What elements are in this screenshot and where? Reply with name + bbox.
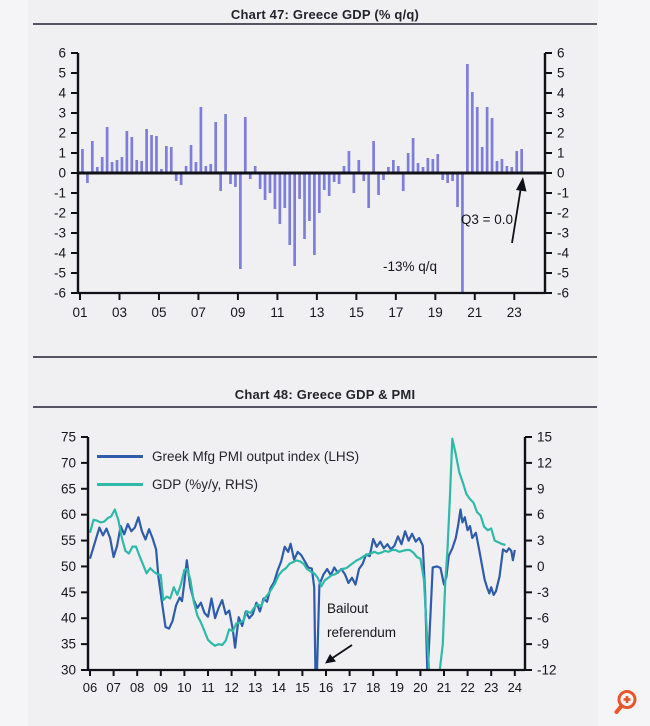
gdp-qoq-bar (180, 173, 183, 185)
gdp-qoq-bar (367, 173, 370, 208)
c48-x-axis-label: 11 (201, 680, 215, 695)
c47-x-axis-label: 13 (309, 305, 325, 320)
gdp-qoq-bar (357, 160, 360, 173)
gdp-qoq-bar (91, 141, 94, 173)
gdp-qoq-bar (476, 107, 479, 173)
gdp-qoq-bar (126, 131, 129, 173)
c48-rhs-label: -3 (537, 584, 550, 600)
c47-right-axis-label: -4 (557, 245, 570, 261)
gdp-qoq-bar (501, 159, 504, 173)
c48-lhs-label: 40 (60, 610, 76, 626)
gdp-qoq-bar (170, 147, 173, 173)
c47-right-axis-label: 6 (557, 45, 565, 61)
c48-x-axis-label: 15 (295, 680, 310, 695)
c48-lhs-label: 75 (60, 429, 76, 445)
legend-row-gdp (97, 470, 359, 498)
gdp-qoq-bar (111, 162, 114, 173)
gdp-qoq-bar (140, 161, 143, 173)
c48-x-axis-label: 14 (271, 680, 287, 695)
c47-right-axis-label: -2 (557, 205, 570, 221)
chart48-title: Chart 48: Greece GDP & PMI (234, 387, 416, 402)
annotation-bailout-line1: Bailout (327, 601, 369, 616)
c47-left-axis-label: 5 (58, 65, 66, 81)
c48-rhs-label: 3 (537, 533, 545, 549)
gdp-qoq-bar (313, 173, 316, 255)
c48-lhs-label: 55 (60, 533, 76, 549)
c47-x-axis-label: 07 (190, 305, 206, 320)
c48-lhs-label: 70 (60, 455, 76, 471)
gdp-line-swatch (97, 483, 143, 486)
c48-x-axis-label: 18 (365, 680, 381, 695)
c47-right-axis-label: -5 (557, 265, 570, 281)
gdp-qoq-bar (274, 173, 277, 209)
gdp-qoq-bar (431, 159, 434, 173)
c47-x-axis-label: 01 (72, 305, 88, 320)
chart47-title: Chart 47: Greece GDP (% q/q) (230, 7, 420, 22)
c47-x-axis-label: 23 (506, 305, 522, 320)
gdp-qoq-bar (116, 160, 119, 173)
gdp-legend-label: GDP (%y/y, RHS) (152, 476, 259, 492)
gdp-qoq-bar (283, 173, 286, 208)
gdp-qoq-bar (264, 173, 267, 200)
q3-arrow-head (516, 177, 527, 192)
gdp-qoq-bar (165, 146, 168, 173)
gdp-qoq-bar (293, 173, 296, 266)
gdp-qoq-bar (298, 173, 301, 199)
gdp-qoq-bar (269, 173, 272, 193)
c47-left-axis-label: 1 (58, 145, 66, 161)
gdp-qoq-bar (456, 173, 459, 207)
pmi-line-swatch (97, 455, 143, 458)
c48-x-axis-label: 08 (129, 680, 145, 695)
annotation-bailout-line2: referendum (327, 625, 397, 640)
series-line-lhs (90, 510, 515, 678)
gdp-qoq-bar (244, 117, 247, 173)
gdp-qoq-bar (155, 136, 158, 173)
bailout-arrow-shaft (331, 645, 352, 659)
c48-x-axis-label: 24 (507, 680, 523, 695)
gdp-qoq-bar (328, 173, 331, 196)
gdp-qoq-bar (481, 147, 484, 173)
annotation-bailout-referendum (327, 597, 396, 645)
c48-rhs-label: 9 (537, 481, 545, 497)
c48-lhs-label: 50 (60, 558, 76, 574)
gdp-qoq-bar (486, 107, 489, 173)
c48-x-axis-label: 13 (247, 680, 263, 695)
c47-left-axis-label: 0 (58, 165, 66, 181)
c47-right-axis-label: 1 (557, 145, 565, 161)
c48-x-axis-label: 22 (460, 680, 475, 695)
c48-lhs-label: 45 (60, 584, 76, 600)
c47-left-axis-label: 4 (58, 85, 66, 101)
gdp-qoq-bar (130, 137, 133, 173)
gdp-qoq-bar (318, 173, 321, 213)
gdp-qoq-bar (412, 138, 415, 173)
c47-left-axis-label: -1 (53, 185, 66, 201)
c47-right-axis-label: 4 (557, 85, 565, 101)
c48-x-axis-label: 21 (436, 680, 452, 695)
c48-x-axis-label: 20 (413, 680, 428, 695)
gdp-qoq-bar (436, 154, 439, 173)
gdp-qoq-bar (392, 160, 395, 173)
c47-right-axis-label: 2 (557, 125, 565, 141)
gdp-qoq-bar (214, 122, 217, 173)
c47-x-axis-label: 05 (151, 305, 167, 320)
c48-rhs-label: 12 (537, 455, 553, 471)
gdp-qoq-bar (372, 141, 375, 173)
gdp-qoq-bar (402, 173, 405, 191)
gdp-qoq-bar (515, 151, 518, 173)
gdp-qoq-bar (239, 173, 242, 269)
c48-lhs-label: 35 (60, 636, 76, 652)
c47-right-axis-label: 0 (557, 165, 565, 181)
image-zoom-button[interactable] (611, 687, 641, 717)
pmi-legend-label: Greek Mfg PMI output index (LHS) (152, 448, 360, 464)
gdp-qoq-bar (101, 157, 104, 173)
chart48-legend (97, 442, 359, 498)
c47-left-axis-label: -2 (53, 205, 66, 221)
gdp-qoq-bar (288, 173, 291, 245)
c47-right-axis-label: 3 (557, 105, 565, 121)
c48-x-axis-label: 09 (153, 680, 169, 695)
gdp-qoq-bar (279, 173, 282, 224)
c47-x-axis-label: 19 (427, 305, 443, 320)
c47-left-axis-label: 3 (58, 105, 66, 121)
c47-x-axis-label: 11 (270, 305, 285, 320)
c48-lhs-label: 60 (60, 507, 76, 523)
c48-rhs-label: -12 (537, 662, 557, 678)
legend-row-pmi (97, 442, 359, 470)
gdp-qoq-bar (229, 173, 232, 184)
gdp-qoq-bar (234, 173, 237, 187)
c47-x-axis-label: 09 (230, 305, 246, 320)
gdp-qoq-bar (195, 162, 198, 173)
c48-x-axis-label: 06 (82, 680, 98, 695)
gdp-qoq-bar (323, 173, 326, 190)
gdp-qoq-bar (427, 158, 430, 173)
c48-x-axis-label: 07 (106, 680, 121, 695)
gdp-qoq-bar (407, 153, 410, 173)
c48-x-axis-label: 12 (224, 680, 239, 695)
bailout-arrow-head (325, 654, 336, 664)
gdp-qoq-bar (377, 173, 380, 195)
c47-right-axis-label: -3 (557, 225, 570, 241)
c47-x-axis-label: 21 (467, 305, 483, 320)
c47-left-axis-label: -5 (53, 265, 66, 281)
c47-x-axis-label: 03 (111, 305, 127, 320)
gdp-qoq-bar (190, 145, 193, 173)
c48-rhs-label: 15 (537, 429, 553, 445)
gdp-qoq-bar (308, 173, 311, 221)
c48-x-axis-label: 16 (318, 680, 334, 695)
gdp-qoq-bar (353, 173, 356, 193)
gdp-qoq-bar (81, 149, 84, 173)
gdp-qoq-bar (224, 114, 227, 173)
c48-rhs-label: -6 (537, 610, 550, 626)
c48-rhs-label: 6 (537, 507, 545, 523)
c48-rhs-label: -9 (537, 636, 550, 652)
gdp-qoq-bar (200, 107, 203, 173)
c48-lhs-label: 65 (60, 481, 76, 497)
c47-left-axis-label: -4 (53, 245, 66, 261)
c47-left-axis-label: 2 (58, 125, 66, 141)
c47-left-axis-label: 6 (58, 45, 66, 61)
c48-x-axis-label: 17 (342, 680, 357, 695)
c48-x-axis-label: 23 (483, 680, 499, 695)
c47-right-axis-label: -1 (557, 185, 570, 201)
c47-x-axis-label: 15 (348, 305, 364, 320)
gdp-qoq-bar (466, 64, 469, 173)
c48-lhs-label: 30 (60, 662, 76, 678)
annotation-q3: Q3 = 0.0 (460, 212, 514, 227)
c47-right-axis-label: -6 (557, 285, 570, 301)
gdp-qoq-bar (461, 173, 464, 293)
gdp-qoq-bar (145, 129, 148, 173)
gdp-qoq-bar (150, 135, 153, 173)
gdp-qoq-bar (491, 118, 494, 173)
gdp-qoq-bar (348, 151, 351, 173)
gdp-qoq-bar (135, 160, 138, 173)
gdp-qoq-bar (520, 149, 523, 173)
c47-left-axis-label: -3 (53, 225, 66, 241)
gdp-qoq-bar (219, 173, 222, 191)
annotation-minus13: -13% q/q (382, 259, 438, 274)
c48-x-axis-label: 19 (389, 680, 405, 695)
gdp-qoq-bar (121, 157, 124, 173)
c47-x-axis-label: 17 (388, 305, 404, 320)
gdp-qoq-bar (259, 173, 262, 189)
gdp-qoq-bar (338, 173, 341, 184)
c48-rhs-label: 0 (537, 558, 545, 574)
gdp-qoq-bar (303, 173, 306, 239)
gdp-qoq-bar (471, 92, 474, 173)
magnifier-plus-icon (611, 687, 641, 717)
gdp-qoq-bar (496, 161, 499, 173)
gdp-qoq-bar (106, 127, 109, 173)
c47-right-axis-label: 5 (557, 65, 565, 81)
c48-x-axis-label: 10 (177, 680, 192, 695)
c47-left-axis-label: -6 (53, 285, 66, 301)
